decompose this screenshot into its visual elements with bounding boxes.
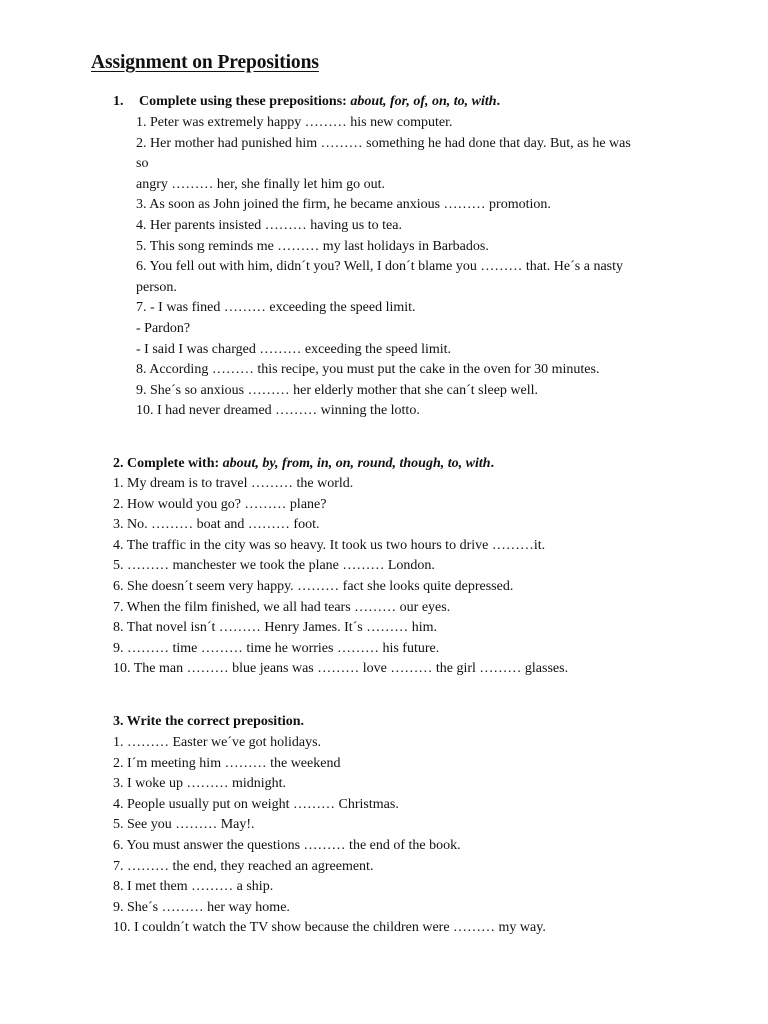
exercise-line: 2. How would you go? ……… plane?: [113, 496, 327, 512]
exercise-line: 4. The traffic in the city was so heavy. It took us two hours to drive ………it.: [113, 537, 546, 553]
exercise-line: 5. This song reminds me ……… my last holidays in Barbados.: [136, 238, 489, 254]
section-1-number: 1.: [113, 94, 124, 109]
exercise-line: 9. She´s so anxious ……… her elderly mother that she can´t sleep well.: [136, 382, 539, 398]
exercise-line: 1. ……… Easter we´ve got holidays.: [113, 735, 322, 750]
exercise-line: 2. I´m meeting him ……… the weekend: [113, 755, 341, 771]
exercise-line: 6. You must answer the questions ……… the end of the book.: [113, 838, 461, 853]
exercise-line: 7. When the film finished, we all had tears ……… our eyes.: [113, 599, 451, 615]
section-2-word-list: about, by, from, in, on, round, though, to, with: [222, 456, 491, 471]
exercise-line: angry ……… her, she finally let him go out.: [136, 176, 386, 192]
exercise-line: 2. Her mother had punished him ……… something he had done that day. But, as he was: [136, 135, 631, 151]
exercise-line: 6. She doesn´t seem very happy. ……… fact she looks quite depressed.: [113, 579, 514, 594]
exercise-line: 3. No. ……… boat and ……… foot.: [113, 517, 320, 533]
exercise-line: - Pardon?: [136, 321, 191, 336]
exercise-line: 7. - I was fined ……… exceeding the speed limit.: [136, 300, 416, 316]
exercise-line: - I said I was charged ……… exceeding the speed limit.: [136, 341, 452, 357]
section-3-heading: 3. Write the correct preposition.: [113, 714, 305, 729]
exercise-line: 3. As soon as John joined the firm, he became anxious ……… promotion.: [136, 197, 551, 213]
exercise-line: 7. ……… the end, they reached an agreement.: [113, 858, 374, 874]
exercise-line: 10. The man ……… blue jeans was ……… love ……… the girl ……… glasses.: [113, 661, 569, 677]
exercise-line: 5. See you ……… May!.: [113, 817, 255, 833]
exercise-line: 5. ……… manchester we took the plane ……… London.: [113, 558, 435, 574]
exercise-line: 1. Peter was extremely happy ……… his new computer.: [136, 115, 453, 130]
exercise-line: 8. According ……… this recipe, you must put the cake in the oven for 30 minutes.: [136, 362, 600, 378]
exercise-line: 9. She´s ……… her way home.: [113, 899, 290, 915]
page-title: Assignment on Prepositions: [91, 52, 319, 73]
exercise-line: 9. ……… time ……… time he worries ……… his future.: [113, 640, 440, 656]
exercise-line: 8. I met them ……… a ship.: [113, 879, 274, 895]
section-1-word-list: about, for, of, on, to, with: [350, 94, 497, 109]
exercise-line: 8. That novel isn´t ……… Henry James. It´s ……… him.: [113, 620, 438, 636]
section-2-instruction: 2. Complete with:: [113, 456, 220, 471]
exercise-line: 6. You fell out with him, didn´t you? Well, I don´t blame you ……… that. He´s a nasty: [136, 259, 624, 275]
exercise-line: 1. My dream is to travel ……… the world.: [113, 476, 354, 491]
exercise-line: 3. I woke up ……… midnight.: [113, 776, 287, 792]
section-1-instruction: Complete using these prepositions:: [139, 94, 347, 109]
section-2-heading: 2. Complete with: about, by, from, in, on, round, though, to, with.: [113, 456, 495, 471]
exercise-line: so: [136, 156, 149, 172]
exercise-line: 10. I couldn´t watch the TV show because the children were ……… my way.: [113, 920, 546, 936]
exercise-line: 4. People usually put on weight ……… Christmas.: [113, 796, 399, 812]
section-1-heading: 1. Complete using these prepositions: about, for, of, on, to, with.: [113, 94, 501, 109]
exercise-line: person.: [136, 279, 177, 295]
exercise-line: 4. Her parents insisted ……… having us to tea.: [136, 218, 402, 233]
exercise-line: 10. I had never dreamed ……… winning the lotto.: [136, 403, 420, 419]
